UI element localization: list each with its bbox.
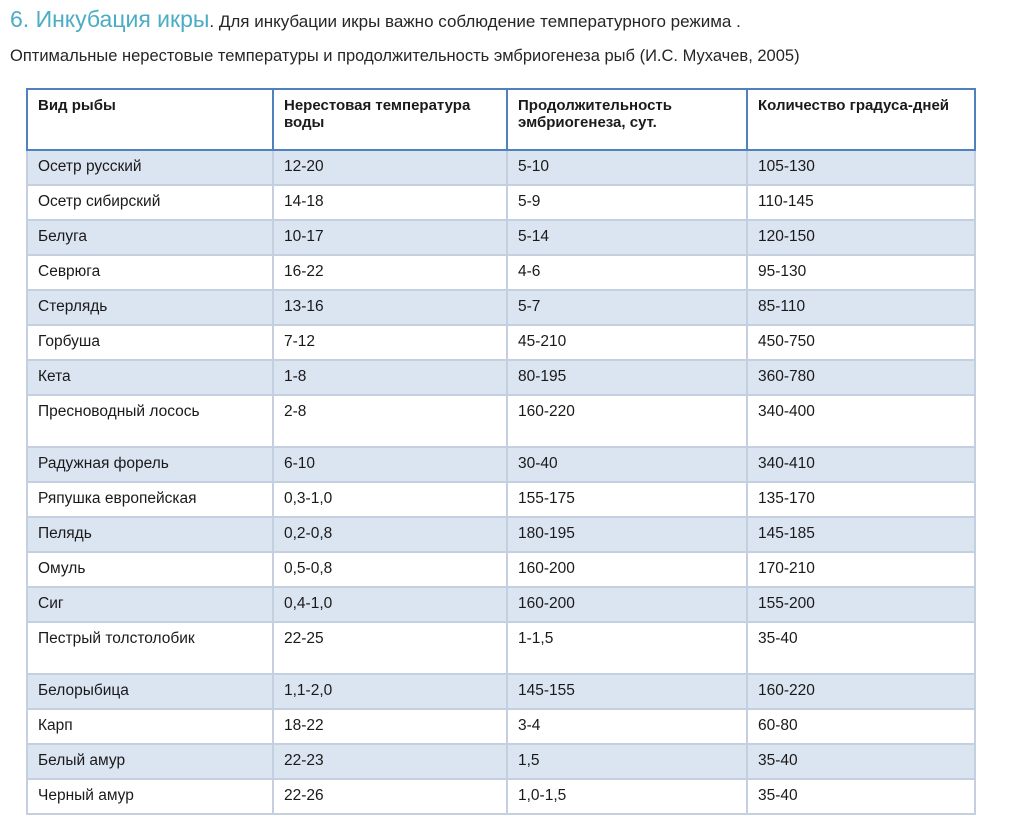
fish-incubation-table xyxy=(26,88,976,815)
column-header: Нерестовая температура воды xyxy=(273,89,507,150)
table-cell: 160-220 xyxy=(507,395,747,447)
page-title: 6. Инкубация икры xyxy=(10,6,210,32)
data-table-container xyxy=(26,88,976,815)
table-cell: 22-23 xyxy=(273,744,507,779)
table-cell: Белорыбица xyxy=(27,674,273,709)
table-cell: 110-145 xyxy=(747,185,975,220)
table-cell: 340-400 xyxy=(747,395,975,447)
table-cell: Омуль xyxy=(27,552,273,587)
table-cell: Белый амур xyxy=(27,744,273,779)
table-cell: 450-750 xyxy=(747,325,975,360)
table-cell: 170-210 xyxy=(747,552,975,587)
table-cell: 4-6 xyxy=(507,255,747,290)
table-cell: 95-130 xyxy=(747,255,975,290)
table-cell: Пестрый толстолобик xyxy=(27,622,273,674)
table-cell: 360-780 xyxy=(747,360,975,395)
table-cell: 5-7 xyxy=(507,290,747,325)
table-cell: 1,5 xyxy=(507,744,747,779)
table-cell: 6-10 xyxy=(273,447,507,482)
table-cell: 7-12 xyxy=(273,325,507,360)
column-header: Количество градуса-дней xyxy=(747,89,975,150)
table-cell: 14-18 xyxy=(273,185,507,220)
table-cell: 22-26 xyxy=(273,779,507,814)
table-row xyxy=(27,290,975,325)
table-cell: 10-17 xyxy=(273,220,507,255)
table-cell: 0,4-1,0 xyxy=(273,587,507,622)
table-cell: 5-10 xyxy=(507,150,747,185)
table-cell: 80-195 xyxy=(507,360,747,395)
table-cell: 1-1,5 xyxy=(507,622,747,674)
table-row xyxy=(27,325,975,360)
table-row xyxy=(27,779,975,814)
table-cell: 160-200 xyxy=(507,587,747,622)
table-row xyxy=(27,744,975,779)
table-cell: Кета xyxy=(27,360,273,395)
table-cell: 16-22 xyxy=(273,255,507,290)
table-cell: 12-20 xyxy=(273,150,507,185)
page-heading xyxy=(10,6,1015,33)
table-cell: Стерлядь xyxy=(27,290,273,325)
table-header-row xyxy=(27,89,975,150)
table-cell: 155-200 xyxy=(747,587,975,622)
table-cell: 1,0-1,5 xyxy=(507,779,747,814)
table-row xyxy=(27,150,975,185)
table-cell: Севрюга xyxy=(27,255,273,290)
table-cell: Радужная форель xyxy=(27,447,273,482)
table-cell: 5-9 xyxy=(507,185,747,220)
table-cell: Осетр сибирский xyxy=(27,185,273,220)
table-cell: 35-40 xyxy=(747,622,975,674)
table-row xyxy=(27,220,975,255)
table-cell: Пелядь xyxy=(27,517,273,552)
heading-note: . Для инкубации икры важно соблюдение температурного режима . xyxy=(209,12,741,31)
table-cell: 160-220 xyxy=(747,674,975,709)
table-cell: Сиг xyxy=(27,587,273,622)
table-cell: 2-8 xyxy=(273,395,507,447)
table-cell: Осетр русский xyxy=(27,150,273,185)
table-cell: 45-210 xyxy=(507,325,747,360)
table-cell: 135-170 xyxy=(747,482,975,517)
table-row xyxy=(27,552,975,587)
table-cell: Пресноводный лосось xyxy=(27,395,273,447)
table-row xyxy=(27,185,975,220)
table-row xyxy=(27,587,975,622)
table-body xyxy=(27,150,975,814)
table-row xyxy=(27,674,975,709)
table-cell: 35-40 xyxy=(747,744,975,779)
table-cell: 18-22 xyxy=(273,709,507,744)
table-cell: 13-16 xyxy=(273,290,507,325)
table-cell: 160-200 xyxy=(507,552,747,587)
table-cell: Карп xyxy=(27,709,273,744)
table-row xyxy=(27,360,975,395)
table-cell: Черный амур xyxy=(27,779,273,814)
table-cell: 145-155 xyxy=(507,674,747,709)
table-cell: 120-150 xyxy=(747,220,975,255)
table-row xyxy=(27,709,975,744)
table-cell: 0,5-0,8 xyxy=(273,552,507,587)
table-cell: 1,1-2,0 xyxy=(273,674,507,709)
column-header: Продолжительность эмбриогенеза, сут. xyxy=(507,89,747,150)
table-cell: Ряпушка европейская xyxy=(27,482,273,517)
table-cell: 3-4 xyxy=(507,709,747,744)
table-cell: 155-175 xyxy=(507,482,747,517)
table-cell: 340-410 xyxy=(747,447,975,482)
table-cell: 0,3-1,0 xyxy=(273,482,507,517)
table-row xyxy=(27,395,975,447)
table-row xyxy=(27,482,975,517)
table-cell: Белуга xyxy=(27,220,273,255)
table-cell: 105-130 xyxy=(747,150,975,185)
table-cell: Горбуша xyxy=(27,325,273,360)
table-row xyxy=(27,255,975,290)
table-cell: 30-40 xyxy=(507,447,747,482)
table-cell: 1-8 xyxy=(273,360,507,395)
table-cell: 85-110 xyxy=(747,290,975,325)
table-cell: 180-195 xyxy=(507,517,747,552)
table-cell: 0,2-0,8 xyxy=(273,517,507,552)
table-caption: Оптимальные нерестовые температуры и продолжительность эмбриогенеза рыб (И.С. Мухачев, 2005) xyxy=(10,47,800,65)
table-row xyxy=(27,517,975,552)
column-header: Вид рыбы xyxy=(27,89,273,150)
table-cell: 5-14 xyxy=(507,220,747,255)
table-row xyxy=(27,622,975,674)
table-cell: 145-185 xyxy=(747,517,975,552)
table-row xyxy=(27,447,975,482)
table-cell: 35-40 xyxy=(747,779,975,814)
table-cell: 22-25 xyxy=(273,622,507,674)
table-cell: 60-80 xyxy=(747,709,975,744)
